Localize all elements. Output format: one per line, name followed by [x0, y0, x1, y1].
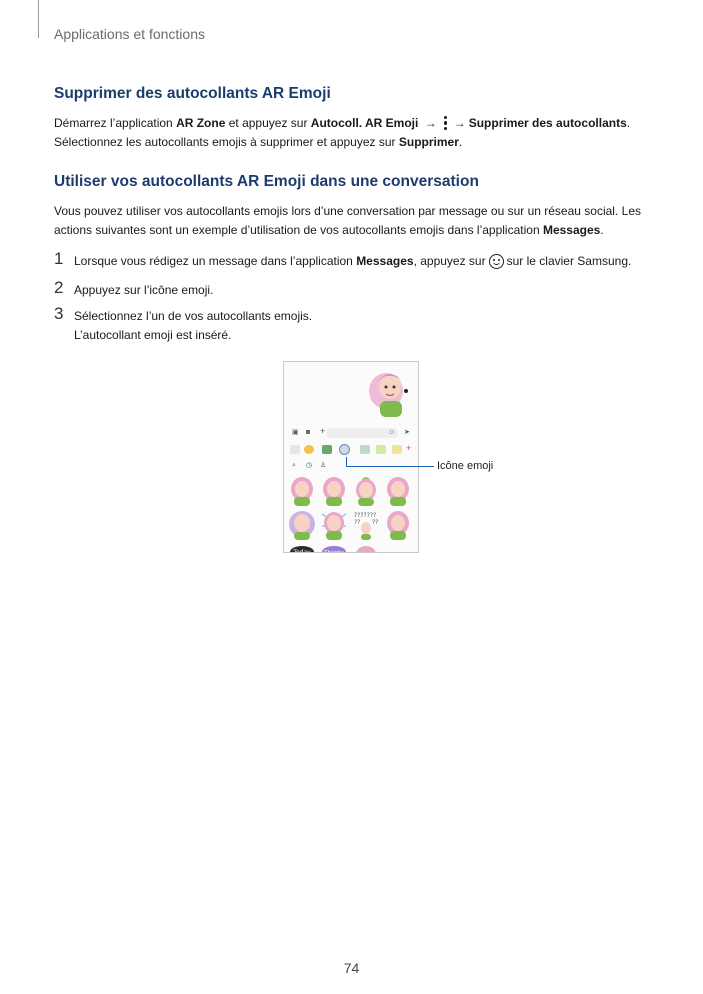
text: Lorsque vous rédigez un message dans l’application	[74, 254, 357, 268]
mini-sticker-icon[interactable]: ♙	[320, 462, 327, 469]
sticker-pack-icon[interactable]	[360, 445, 370, 454]
emoji-icon[interactable]: ☺	[388, 429, 396, 436]
delete-stickers-label: Supprimer des autocollants	[468, 116, 627, 130]
arrow: →	[453, 116, 466, 130]
step-text	[74, 252, 631, 271]
sticker[interactable]	[352, 544, 380, 553]
ar-emoji-tab-icon[interactable]	[339, 444, 350, 455]
step-number: 2	[54, 278, 64, 297]
step-3-result: L’autocollant emoji est inséré.	[74, 328, 232, 342]
text: et appuyez sur	[225, 116, 311, 130]
arrow: →	[424, 116, 437, 130]
heading-use-stickers: Utiliser vos autocollants AR Emoji dans une conversation	[54, 173, 479, 190]
gif-tab-icon[interactable]	[322, 445, 332, 454]
sticker[interactable]	[288, 510, 316, 540]
supprimer-label: Supprimer	[398, 135, 459, 149]
step-text: Sélectionnez l’un de vos autocollants emojis.	[74, 309, 313, 323]
text: sur le clavier Samsung.	[506, 254, 632, 268]
sticker[interactable]	[352, 476, 380, 506]
sticker[interactable]	[384, 510, 412, 540]
sticker[interactable]	[288, 476, 316, 506]
step-number: 1	[54, 249, 64, 268]
messages-label: Messages	[542, 223, 601, 237]
sticker-pack-icon[interactable]	[376, 445, 386, 454]
camera-icon[interactable]: ◙	[306, 429, 311, 436]
text: Sélectionnez les autocollants emojis à supprimer et appuyez sur	[54, 135, 399, 149]
text: .	[626, 116, 631, 130]
emoji-tab-icon[interactable]	[304, 445, 314, 454]
more-options-icon	[443, 116, 448, 130]
messages-label: Messages	[356, 254, 414, 268]
heading-delete-stickers: Supprimer des autocollants AR Emoji	[54, 85, 331, 102]
recent-icon[interactable]: ◷	[306, 462, 313, 469]
callout-leader	[346, 466, 434, 467]
text: Démarrez l’application	[54, 116, 177, 130]
svg-text:??: ??	[354, 519, 361, 526]
callout-emoji-icon-label: Icône emoji	[437, 460, 494, 472]
svg-text:??: ??	[372, 519, 379, 526]
step-text: Appuyez sur l’icône emoji.	[74, 283, 214, 297]
text: , appuyez sur	[413, 254, 486, 268]
sticker-thanks[interactable]	[320, 544, 348, 556]
page-number: 74	[343, 960, 360, 976]
sticker-pack-icon[interactable]	[392, 445, 402, 454]
send-icon[interactable]: ➤	[404, 429, 410, 436]
sticker-caption: Thanks	[324, 550, 344, 556]
text: Vous pouvez utiliser vos autocollants emojis lors d’une conversation par message ou sur un réseau social. Les actions suivantes sont un exemple d’utilisation de vos autocollants emojis dans l’application	[54, 204, 641, 237]
gallery-icon[interactable]: ▣	[292, 429, 299, 436]
margin-rule	[38, 0, 39, 38]
sticker-today[interactable]	[288, 544, 316, 556]
phone-screenshot	[283, 361, 419, 556]
sticker-caption: Today	[293, 549, 311, 556]
running-head: Applications et fonctions	[54, 26, 205, 42]
paragraph-delete-stickers	[54, 114, 654, 152]
plus-icon[interactable]: +	[320, 426, 326, 436]
text: .	[600, 223, 604, 237]
autocoll-label: Autocoll. AR Emoji	[310, 116, 419, 130]
sticker[interactable]	[320, 510, 348, 540]
smiley-icon	[489, 254, 504, 269]
sticker[interactable]	[320, 476, 348, 506]
paragraph-use-stickers	[54, 202, 654, 240]
svg-text:???????: ???????	[354, 512, 377, 519]
sticker-tray	[284, 443, 418, 457]
text: .	[458, 135, 463, 149]
step-number: 3	[54, 304, 64, 323]
sticker[interactable]	[352, 510, 380, 540]
add-sticker-icon[interactable]: +	[406, 443, 412, 453]
sticker[interactable]	[384, 476, 412, 506]
received-sticker	[366, 365, 414, 420]
keyboard-tab-icon[interactable]	[290, 445, 300, 454]
search-icon[interactable]: ⌕	[292, 462, 296, 469]
ar-zone-label: AR Zone	[176, 116, 226, 130]
compose-bar	[284, 426, 418, 440]
